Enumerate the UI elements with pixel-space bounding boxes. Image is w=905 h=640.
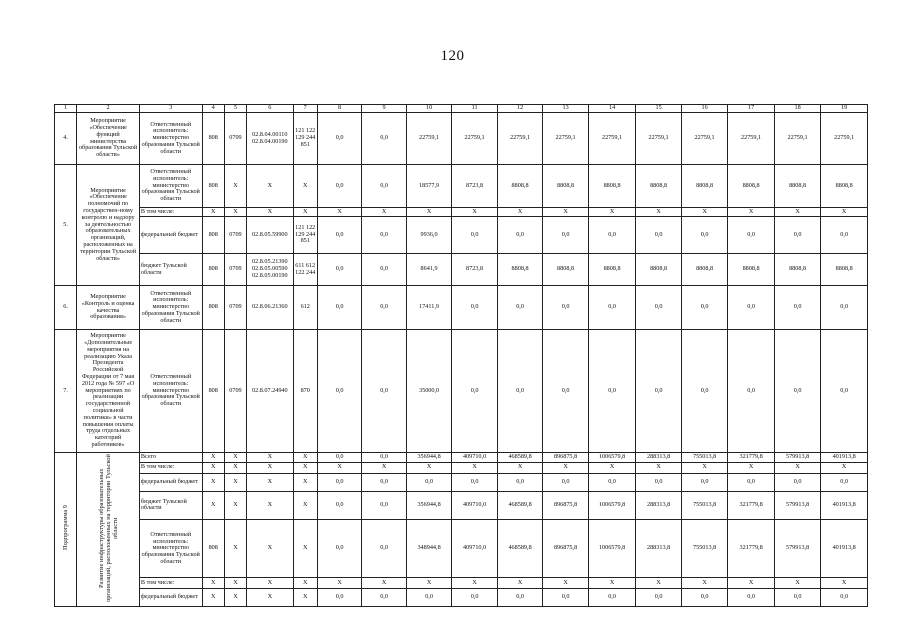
table-cell: Мероприятие «Контроль и оценка качества образования» xyxy=(77,286,140,330)
table-cell: X xyxy=(224,453,246,463)
table-cell: 1006579,8 xyxy=(588,491,636,519)
table-cell: 896875,8 xyxy=(543,491,589,519)
table-cell: X xyxy=(247,578,294,588)
table-cell: 02.8.06.21360 xyxy=(247,286,294,330)
table-cell: 0,0 xyxy=(728,588,775,606)
table-cell: 0,0 xyxy=(774,286,821,330)
table-cell: 8808,8 xyxy=(636,254,682,286)
table-cell: X xyxy=(224,165,246,208)
table-cell: X xyxy=(224,578,246,588)
table-cell: бюджет Тульской области xyxy=(139,491,202,519)
table-cell: Ответственный исполнитель: министерство образования Тульской области xyxy=(139,330,202,453)
table-cell: 0,0 xyxy=(728,330,775,453)
table-cell: 401913,8 xyxy=(821,520,868,578)
table-row xyxy=(55,463,868,473)
table-cell: 0,0 xyxy=(317,473,361,491)
column-number-3: 3 xyxy=(139,105,202,113)
table-cell: X xyxy=(543,578,589,588)
table-cell: 5. xyxy=(55,165,77,286)
table-cell: 0,0 xyxy=(317,286,361,330)
table-cell: X xyxy=(317,208,361,217)
table-cell: 4. xyxy=(55,113,77,165)
table-cell: X xyxy=(636,208,682,217)
table-cell: 0,0 xyxy=(317,254,361,286)
table-cell: 8808,8 xyxy=(728,254,775,286)
table-cell: 409710,0 xyxy=(452,520,498,578)
table-cell: X xyxy=(497,208,543,217)
table-cell: 8723,8 xyxy=(452,254,498,286)
table-cell: 8808,8 xyxy=(543,254,589,286)
table-cell: 0,0 xyxy=(497,473,543,491)
table-cell: 870 xyxy=(293,330,317,453)
table-cell xyxy=(77,453,140,607)
column-number-16: 16 xyxy=(681,105,728,113)
table-cell: X xyxy=(202,453,224,463)
table-cell: X xyxy=(543,463,589,473)
table-cell: X xyxy=(728,463,775,473)
table-cell: 0,0 xyxy=(774,588,821,606)
table-cell: 22759,1 xyxy=(774,113,821,165)
table-cell: X xyxy=(362,463,406,473)
table-cell: 0,0 xyxy=(636,473,682,491)
table-cell: X xyxy=(202,578,224,588)
table-cell: 468589,8 xyxy=(497,520,543,578)
table-cell: 0,0 xyxy=(636,286,682,330)
table-cell: 401913,8 xyxy=(821,453,868,463)
column-number-17: 17 xyxy=(728,105,775,113)
table-cell: 808 xyxy=(202,330,224,453)
table-cell: 321779,8 xyxy=(728,453,775,463)
table-row xyxy=(55,588,868,606)
table-cell xyxy=(55,453,77,607)
table-cell: 0,0 xyxy=(362,217,406,254)
table-cell: X xyxy=(588,208,636,217)
table-cell: 0,0 xyxy=(636,588,682,606)
table-cell: 0,0 xyxy=(497,588,543,606)
table-cell: 321779,8 xyxy=(728,520,775,578)
table-cell: 0,0 xyxy=(497,217,543,254)
table-cell: 0,0 xyxy=(774,473,821,491)
table-cell: 755013,8 xyxy=(681,520,728,578)
table-cell: 02.8.04.00110 02.8.04.00190 xyxy=(247,113,294,165)
table-cell: X xyxy=(452,463,498,473)
table-cell: X xyxy=(406,208,452,217)
table-cell: 0,0 xyxy=(362,254,406,286)
table-cell: 0709 xyxy=(224,217,246,254)
table-cell: 0,0 xyxy=(317,453,361,463)
table-cell: 8808,8 xyxy=(681,165,728,208)
table-cell: 0,0 xyxy=(774,217,821,254)
table-cell: X xyxy=(774,463,821,473)
column-number-row xyxy=(55,105,868,113)
table-row xyxy=(55,330,868,453)
table-cell: X xyxy=(362,578,406,588)
table-cell: Мероприятие «Обеспечение полномочий по государствен-ному контролю и надзору за деятельностью образовательных организаций, расположенных на территории Тульской области» xyxy=(77,165,140,286)
column-number-13: 13 xyxy=(543,105,589,113)
table-cell: Мероприятие «Обеспечение функций министерства образования Тульской области» xyxy=(77,113,140,165)
table-cell: бюджет Тульской области xyxy=(139,254,202,286)
table-cell: федеральный бюджет xyxy=(139,473,202,491)
table-cell: Ответственный исполнитель: министерство образования Тульской области xyxy=(139,286,202,330)
column-number-7: 7 xyxy=(293,105,317,113)
table-cell: 468589,8 xyxy=(497,491,543,519)
table-cell: 0,0 xyxy=(821,217,868,254)
table-cell: 612 xyxy=(293,286,317,330)
table-cell: 0,0 xyxy=(452,330,498,453)
table-cell: 808 xyxy=(202,217,224,254)
table-cell: X xyxy=(636,463,682,473)
column-number-9: 9 xyxy=(362,105,406,113)
table-cell: 8808,8 xyxy=(681,254,728,286)
table-cell: 0,0 xyxy=(588,217,636,254)
budget-table xyxy=(54,104,868,607)
table-cell: 321779,8 xyxy=(728,491,775,519)
table-cell: Всего xyxy=(139,453,202,463)
table-cell: 0,0 xyxy=(588,286,636,330)
table-cell: 0,0 xyxy=(406,588,452,606)
table-cell: 6. xyxy=(55,286,77,330)
table-cell: 22759,1 xyxy=(588,113,636,165)
column-number-6: 6 xyxy=(247,105,294,113)
table-cell: 0,0 xyxy=(681,588,728,606)
page-number: 120 xyxy=(440,48,465,64)
table-cell: X xyxy=(224,588,246,606)
table-cell: 0,0 xyxy=(543,330,589,453)
table-cell: 0,0 xyxy=(636,217,682,254)
table-cell: 8808,8 xyxy=(588,165,636,208)
table-cell: 0,0 xyxy=(821,588,868,606)
table-cell: X xyxy=(202,208,224,217)
table-cell: X xyxy=(224,473,246,491)
table-cell: 808 xyxy=(202,286,224,330)
table-cell: 579913,8 xyxy=(774,453,821,463)
table-cell: X xyxy=(293,463,317,473)
table-cell: 896875,8 xyxy=(543,520,589,578)
table-cell: X xyxy=(452,578,498,588)
table-cell: X xyxy=(224,208,246,217)
table-cell: 0,0 xyxy=(543,473,589,491)
table-cell: 0,0 xyxy=(636,330,682,453)
table-cell: X xyxy=(821,578,868,588)
table-cell: 0,0 xyxy=(681,217,728,254)
table-row xyxy=(55,473,868,491)
table-cell: 0,0 xyxy=(821,473,868,491)
table-cell: 22759,1 xyxy=(497,113,543,165)
table-cell: X xyxy=(247,473,294,491)
table-cell: 755013,8 xyxy=(681,491,728,519)
table-cell: 8808,8 xyxy=(774,165,821,208)
table-cell: X xyxy=(317,463,361,473)
table-cell: X xyxy=(636,578,682,588)
table-cell: 22759,1 xyxy=(543,113,589,165)
table-cell: 8808,8 xyxy=(588,254,636,286)
table-cell: 409710,0 xyxy=(452,453,498,463)
table-cell: X xyxy=(247,491,294,519)
table-cell: 0,0 xyxy=(588,473,636,491)
table-cell: федеральный бюджет xyxy=(139,217,202,254)
table-row xyxy=(55,165,868,208)
table-cell: X xyxy=(247,520,294,578)
column-number-2: 2 xyxy=(77,105,140,113)
table-cell: 0,0 xyxy=(588,588,636,606)
table-cell: 0,0 xyxy=(362,473,406,491)
table-cell: 8641,9 xyxy=(406,254,452,286)
table-cell: 02.8.07.24940 xyxy=(247,330,294,453)
column-number-10: 10 xyxy=(406,105,452,113)
table-cell: 0,0 xyxy=(317,217,361,254)
table-cell: X xyxy=(293,588,317,606)
table-cell: X xyxy=(774,208,821,217)
table-cell: 0709 xyxy=(224,330,246,453)
table-cell: 0,0 xyxy=(362,491,406,519)
table-cell: 0,0 xyxy=(681,330,728,453)
table-row xyxy=(55,453,868,463)
table-cell: 0,0 xyxy=(452,286,498,330)
table-row xyxy=(55,286,868,330)
table-cell: X xyxy=(202,588,224,606)
table-cell: 0,0 xyxy=(317,491,361,519)
table-cell: X xyxy=(452,208,498,217)
table-cell: В том числе: xyxy=(139,463,202,473)
table-cell: 0709 xyxy=(224,254,246,286)
table-cell: X xyxy=(728,208,775,217)
table-cell: 0,0 xyxy=(362,113,406,165)
table-cell: 8808,8 xyxy=(497,254,543,286)
table-cell: 22759,1 xyxy=(821,113,868,165)
table-cell: 468589,8 xyxy=(497,453,543,463)
table-cell: X xyxy=(497,463,543,473)
table-cell: X xyxy=(406,578,452,588)
table-cell: X xyxy=(247,165,294,208)
table-cell: 02.8.05.59900 xyxy=(247,217,294,254)
table-cell: X xyxy=(293,578,317,588)
table-row xyxy=(55,113,868,165)
table-cell: 808 xyxy=(202,165,224,208)
table-cell: 0,0 xyxy=(543,286,589,330)
table-cell: 121 122 129 244 851 xyxy=(293,217,317,254)
table-row xyxy=(55,208,868,217)
table-cell: 356944,8 xyxy=(406,453,452,463)
table-cell: 8808,8 xyxy=(728,165,775,208)
table-cell: 0,0 xyxy=(362,588,406,606)
table-cell: X xyxy=(774,578,821,588)
table-cell: 579913,8 xyxy=(774,491,821,519)
table-cell: 401913,8 xyxy=(821,491,868,519)
column-number-19: 19 xyxy=(821,105,868,113)
table-cell: X xyxy=(293,520,317,578)
table-cell: X xyxy=(293,165,317,208)
table-cell: 0,0 xyxy=(452,473,498,491)
table-cell: 0,0 xyxy=(362,330,406,453)
table-cell: X xyxy=(681,208,728,217)
table-cell: 0,0 xyxy=(821,286,868,330)
table-cell: X xyxy=(543,208,589,217)
table-cell: X xyxy=(821,208,868,217)
table-cell: 0,0 xyxy=(317,113,361,165)
table-cell: 0,0 xyxy=(452,588,498,606)
table-cell: 0,0 xyxy=(317,520,361,578)
table-cell: 8808,8 xyxy=(497,165,543,208)
table-cell: X xyxy=(224,520,246,578)
table-cell: 8808,8 xyxy=(636,165,682,208)
table-cell: 808 xyxy=(202,254,224,286)
table-cell: X xyxy=(317,578,361,588)
rotated-label: Подпрограмма 9 xyxy=(62,505,70,551)
column-number-12: 12 xyxy=(497,105,543,113)
table-cell: 121 122 129 244 851 xyxy=(293,113,317,165)
table-cell: X xyxy=(497,578,543,588)
table-cell: X xyxy=(728,578,775,588)
table-cell: 35000,0 xyxy=(406,330,452,453)
table-cell: 0,0 xyxy=(406,473,452,491)
table-cell: X xyxy=(821,463,868,473)
table-row xyxy=(55,520,868,578)
table-cell: 896875,8 xyxy=(543,453,589,463)
table-cell: 1006579,8 xyxy=(588,520,636,578)
table-cell: 356944,8 xyxy=(406,491,452,519)
column-number-1: 1 xyxy=(55,105,77,113)
table-cell: 8723,8 xyxy=(452,165,498,208)
table-cell: 22759,1 xyxy=(681,113,728,165)
table-cell: 0,0 xyxy=(543,588,589,606)
table-cell: 0,0 xyxy=(452,217,498,254)
table-cell: 8808,8 xyxy=(821,254,868,286)
table-cell: 288313,8 xyxy=(636,453,682,463)
table-cell: 8808,8 xyxy=(821,165,868,208)
table-cell: 9936,0 xyxy=(406,217,452,254)
table-cell: X xyxy=(293,453,317,463)
table-cell: 0,0 xyxy=(681,473,728,491)
table-cell: Ответственный исполнитель: министерство образования Тульской области xyxy=(139,165,202,208)
column-number-5: 5 xyxy=(224,105,246,113)
table-cell: Мероприятие «Дополнительные мероприятия на реализацию Указа Президента Российской Федерации от 7 мая 2012 года № 597 «О мероприятиях по реализации государственной социальной политики» в части повышения оплаты труда отдельных категорий работников» xyxy=(77,330,140,453)
table-cell: X xyxy=(247,208,294,217)
table-cell: 0,0 xyxy=(317,165,361,208)
table-cell: 0,0 xyxy=(362,520,406,578)
table-cell: X xyxy=(247,588,294,606)
table-cell: X xyxy=(224,463,246,473)
table-cell: X xyxy=(293,208,317,217)
table-cell: X xyxy=(224,491,246,519)
table-cell: 8808,8 xyxy=(774,254,821,286)
table-cell: В том числе: xyxy=(139,578,202,588)
table-cell: 0,0 xyxy=(317,330,361,453)
column-number-14: 14 xyxy=(588,105,636,113)
table-cell: 0,0 xyxy=(728,286,775,330)
table-cell: X xyxy=(681,578,728,588)
table-cell: В том числе: xyxy=(139,208,202,217)
table-cell: 611 612 122 244 xyxy=(293,254,317,286)
table-cell: 0,0 xyxy=(821,330,868,453)
table-cell: 0,0 xyxy=(362,165,406,208)
table-cell: 22759,1 xyxy=(452,113,498,165)
column-number-18: 18 xyxy=(774,105,821,113)
table-cell: X xyxy=(588,463,636,473)
table-cell: 288313,8 xyxy=(636,491,682,519)
table-row xyxy=(55,254,868,286)
table-cell: 0,0 xyxy=(497,330,543,453)
table-cell: X xyxy=(293,473,317,491)
column-number-4: 4 xyxy=(202,105,224,113)
table-cell: 0,0 xyxy=(774,330,821,453)
budget-table-sheet xyxy=(54,104,868,607)
table-cell: X xyxy=(362,208,406,217)
table-cell: 1006579,8 xyxy=(588,453,636,463)
table-cell: 22759,1 xyxy=(728,113,775,165)
table-cell: X xyxy=(293,491,317,519)
table-cell: X xyxy=(247,453,294,463)
table-cell: 808 xyxy=(202,520,224,578)
table-cell: 0,0 xyxy=(362,453,406,463)
table-row xyxy=(55,491,868,519)
table-cell: 0709 xyxy=(224,286,246,330)
column-number-8: 8 xyxy=(317,105,361,113)
table-cell: 0,0 xyxy=(588,330,636,453)
table-cell: 02.8.05.21390 02.8.05.00590 02.8.05.00190 xyxy=(247,254,294,286)
table-cell: X xyxy=(202,491,224,519)
table-cell: 0,0 xyxy=(317,588,361,606)
table-cell: Ответственный исполнитель: министерство образования Тульской области xyxy=(139,113,202,165)
table-cell: 8808,8 xyxy=(543,165,589,208)
table-cell: 7. xyxy=(55,330,77,453)
table-cell: 0,0 xyxy=(728,217,775,254)
table-cell: Ответственный исполнитель: министерство образования Тульской области xyxy=(139,520,202,578)
table-cell: X xyxy=(247,463,294,473)
table-cell: 579913,8 xyxy=(774,520,821,578)
table-row xyxy=(55,217,868,254)
table-cell: 17411,9 xyxy=(406,286,452,330)
table-cell: 22759,1 xyxy=(406,113,452,165)
table-cell: X xyxy=(406,463,452,473)
table-cell: 0,0 xyxy=(728,473,775,491)
table-cell: 755013,8 xyxy=(681,453,728,463)
table-cell: 0,0 xyxy=(497,286,543,330)
table-cell: 0,0 xyxy=(543,217,589,254)
table-cell: федеральный бюджет xyxy=(139,588,202,606)
table-cell: 348944,8 xyxy=(406,520,452,578)
table-cell: 0,0 xyxy=(362,286,406,330)
table-cell: 409710,0 xyxy=(452,491,498,519)
rotated-label: Развитие инфраструктуры образовательных организаций, расположенных на территории Тульской области xyxy=(97,454,119,602)
column-number-11: 11 xyxy=(452,105,498,113)
table-cell: X xyxy=(202,463,224,473)
column-number-15: 15 xyxy=(636,105,682,113)
table-cell: X xyxy=(681,463,728,473)
table-cell: 18577,9 xyxy=(406,165,452,208)
table-cell: 288313,8 xyxy=(636,520,682,578)
table-cell: 22759,1 xyxy=(636,113,682,165)
table-cell: 808 xyxy=(202,113,224,165)
table-cell: X xyxy=(202,473,224,491)
table-cell: X xyxy=(588,578,636,588)
table-body xyxy=(55,105,868,607)
table-cell: 0,0 xyxy=(681,286,728,330)
table-cell: 0709 xyxy=(224,113,246,165)
table-row xyxy=(55,578,868,588)
